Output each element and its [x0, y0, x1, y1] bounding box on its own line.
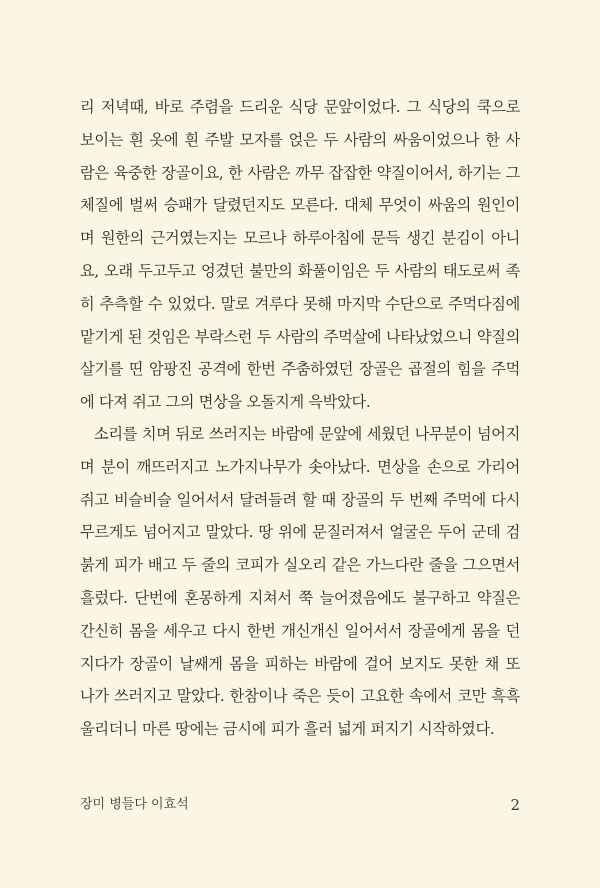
text-line: 며 원한의 근거였는지는 모르나 하루아침에 문득 생긴 분김이 아니	[80, 229, 520, 248]
text-line: 소리를 치며 뒤로 쓰러지는 바람에 문앞에 세웠던 나무분이 넘어지	[94, 425, 520, 443]
text-line: 붉게 피가 배고 두 줄의 코피가 실오리 같은 가느다란 줄을 그으면서	[80, 556, 520, 575]
text-line: 에 다져 쥐고 그의 면상을 오돌지게 윽박았다.	[80, 393, 371, 412]
page-footer	[80, 795, 520, 815]
text-line: 무르게도 넘어지고 말았다. 땅 위에 문질러져서 얼굴은 두어 군데 검	[80, 523, 520, 542]
text-line: 지다가 장골이 날쌔게 몸을 피하는 바람에 걸어 보지도 못한 채 또	[80, 654, 520, 673]
paragraph-2	[80, 418, 520, 746]
text-line: 요, 오래 두고두고 엉겼던 불만의 화풀이임은 두 사람의 태도로써 족	[80, 261, 520, 280]
book-title-author: 장미 병들다 이효석	[80, 797, 189, 812]
text-line: 흘렀다. 단번에 혼몽하게 지쳐서 쭉 늘어졌음에도 불구하고 약질은	[80, 588, 520, 607]
text-line: 체질에 벌써 승패가 달렸던지도 모른다. 대체 무엇이 싸움의 원인이	[80, 196, 520, 215]
text-line: 맡기게 된 것임은 부락스런 두 사람의 주먹살에 나타났었으니 약질의	[80, 327, 520, 346]
text-line: 히 추측할 수 있었다. 말로 겨루다 못해 마지막 수단으로 주먹다짐에	[80, 294, 520, 313]
text-line: 람은 육중한 장골이요, 한 사람은 까무 잡잡한 약질이어서, 하기는 그	[80, 163, 520, 182]
text-line: 며 분이 깨뜨러지고 노가지나무가 솟아났다. 면상을 손으로 가리어	[80, 457, 520, 476]
text-line: 살기를 띤 암팡진 공격에 한번 주춤하였던 장골은 곱절의 힘을 주먹	[80, 360, 520, 379]
text-line: 간신히 몸을 세우고 다시 한번 개신개신 일어서서 장골에게 몸을 던	[80, 621, 520, 640]
page-number: 2	[510, 796, 520, 814]
text-line: 리 저녁때, 바로 주렴을 드리운 식당 문앞이었다. 그 식당의 쿡으로	[80, 98, 520, 116]
paragraph-1	[80, 91, 520, 419]
text-line: 울리더니 마른 땅에는 금시에 피가 흘러 넓게 퍼지기 시작하였다.	[80, 720, 495, 739]
text-line: 나가 쓰러지고 말았다. 한참이나 죽은 듯이 고요한 속에서 코만 흑흑	[80, 687, 520, 706]
text-line: 쥐고 비슬비슬 일어서서 달려들려 할 때 장골의 두 번째 주먹에 다시	[80, 490, 520, 509]
text-line: 보이는 흰 옷에 흰 주발 모자를 얹은 두 사람의 싸움이었으나 한 사	[80, 130, 520, 149]
